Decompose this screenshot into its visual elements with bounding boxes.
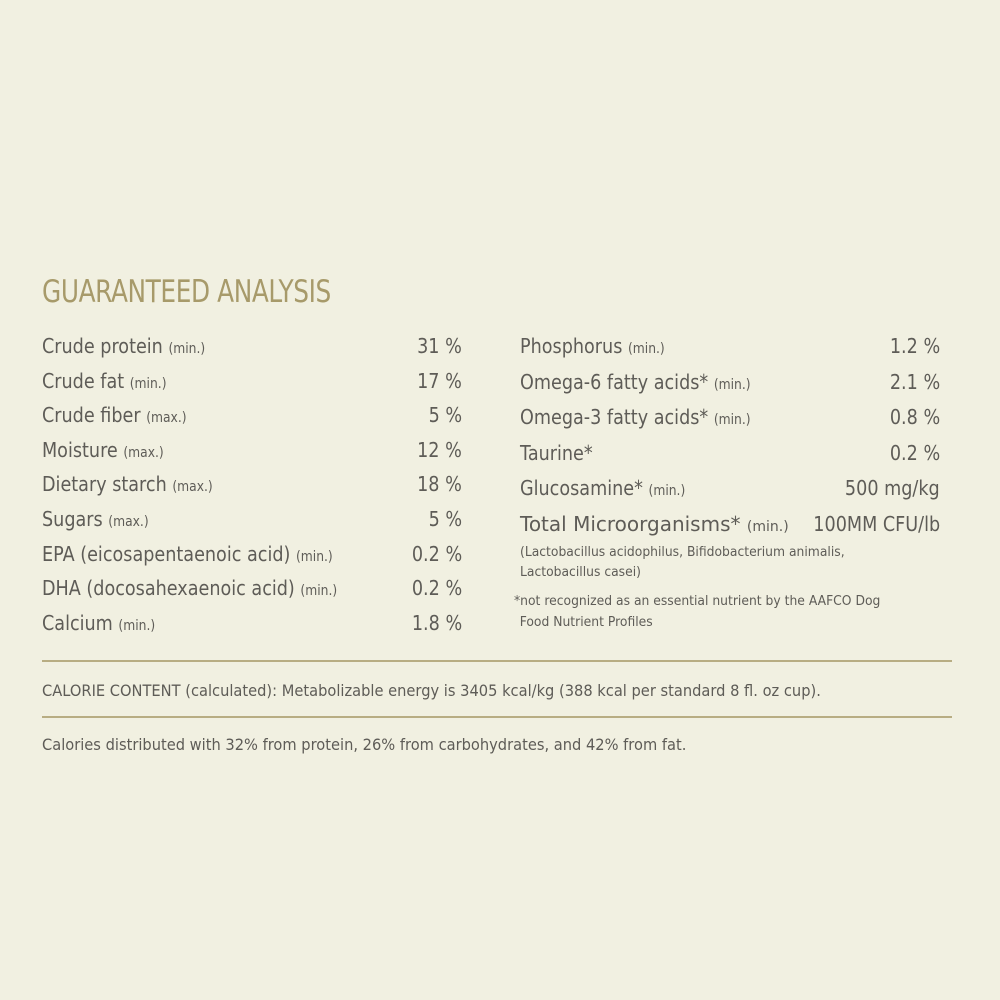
nutrient-name: Crude fiber (max.) — [42, 403, 187, 428]
nutrient-qualifier: (min.) — [168, 341, 206, 357]
nutrient-row — [42, 607, 462, 642]
nutrient-row — [42, 468, 462, 503]
nutrient-value: 0.2 % — [411, 576, 462, 601]
nutrient-row — [520, 366, 940, 402]
nutrient-row — [42, 434, 462, 469]
nutrient-qualifier: (min.) — [129, 375, 167, 392]
nutrient-value: 17 % — [417, 368, 462, 393]
nutrient-value: 31 % — [417, 334, 462, 358]
nutrient-name: Glucosamine* (min.) — [520, 476, 686, 501]
nutrient-row — [42, 538, 462, 573]
nutrient-row — [520, 472, 940, 508]
nutrient-row — [520, 508, 940, 583]
nutrient-name: Sugars (max.) — [42, 506, 149, 531]
nutrient-name: Moisture (max.) — [42, 437, 164, 462]
nutrient-qualifier: (min.) — [746, 518, 789, 535]
nutrient-name: EPA (eicosapentaenoic acid) (min.) — [42, 541, 333, 566]
nutrient-qualifier: (min.) — [300, 583, 338, 600]
left-nutrient-list — [42, 330, 462, 641]
nutrient-value: 100MM CFU/lb — [813, 511, 940, 536]
nutrient-qualifier: (max.) — [146, 410, 187, 427]
nutrient-value: 5 % — [428, 506, 462, 531]
nutrient-value: 500 mg/kg — [845, 476, 940, 501]
nutrient-name: Dietary starch (max.) — [42, 472, 213, 497]
right-nutrient-list — [520, 330, 940, 583]
nutrient-row — [42, 503, 462, 538]
nutrient-value: 5 % — [428, 403, 462, 428]
nutrient-qualifier: (min.) — [627, 341, 665, 357]
nutrient-name: Crude protein (min.) — [42, 334, 206, 358]
nutrient-row — [42, 330, 462, 365]
nutrient-name: Phosphorus (min.) — [520, 334, 665, 358]
nutrient-value: 0.2 % — [889, 440, 940, 465]
nutrient-qualifier: (min.) — [713, 376, 751, 393]
nutrient-name: DHA (docosahexaenoic acid) (min.) — [42, 576, 338, 601]
nutrient-qualifier: (min.) — [648, 483, 686, 500]
nutrient-value: 2.1 % — [889, 369, 940, 394]
nutrient-value: 12 % — [417, 437, 462, 462]
calorie-content: CALORIE CONTENT (calculated): Metabolizable energy is 3405 kcal/kg (388 kcal per standard 8 fl. oz cup). — [42, 681, 821, 700]
nutrient-row — [42, 572, 462, 607]
nutrient-name: Omega-6 fatty acids* (min.) — [520, 369, 751, 394]
nutrient-name: Crude fat (min.) — [42, 368, 167, 393]
calorie-distribution: Calories distributed with 32% from protein, 26% from carbohydrates, and 42% from fat. — [42, 735, 687, 754]
nutrient-row — [520, 401, 940, 437]
nutrient-qualifier: (max.) — [172, 479, 213, 496]
nutrient-qualifier: (min.) — [295, 548, 333, 565]
divider — [42, 716, 952, 718]
nutrient-row — [42, 365, 462, 400]
nutrient-name: Taurine* — [520, 440, 593, 465]
nutrient-value: 0.2 % — [411, 541, 462, 566]
footnote-line: *not recognized as an essential nutrient by the AAFCO Dog — [514, 594, 881, 609]
page-title: GUARANTEED ANALYSIS — [42, 274, 331, 310]
nutrient-value: 1.8 % — [411, 610, 462, 635]
nutrient-value: 1.2 % — [889, 334, 940, 358]
nutrient-row — [42, 399, 462, 434]
nutrient-name: Total Microorganisms* (min.) — [520, 511, 789, 536]
nutrient-value: 0.8 % — [889, 405, 940, 430]
nutrient-qualifier: (min.) — [713, 412, 751, 429]
nutrient-row — [520, 330, 940, 366]
nutrient-value: 18 % — [417, 472, 462, 497]
footnote-line: Food Nutrient Profiles — [519, 615, 653, 630]
nutrient-qualifier: (max.) — [123, 444, 164, 461]
divider — [42, 660, 952, 662]
nutrient-qualifier: (min.) — [118, 617, 156, 634]
nutrient-qualifier: (max.) — [108, 513, 149, 530]
nutrient-name: Calcium (min.) — [42, 610, 156, 635]
nutrient-row — [520, 437, 940, 473]
nutrient-name: Omega-3 fatty acids* (min.) — [520, 405, 751, 430]
footnote — [514, 591, 932, 633]
microorganisms-note: (Lactobacillus acidophilus, Bifidobacterium animalis, Lactobacillus casei) — [520, 544, 845, 580]
